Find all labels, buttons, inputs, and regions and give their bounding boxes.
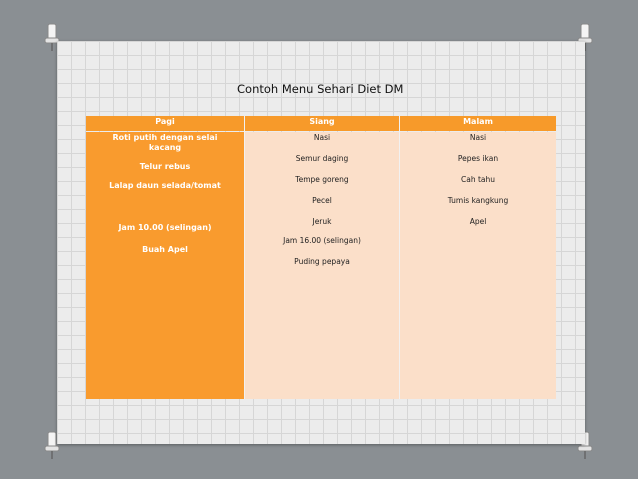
header-siang: Siang [309, 117, 335, 126]
siang-item: Jam 16.00 (selingan) [283, 236, 361, 245]
table-header-row [86, 116, 556, 131]
siang-item: Nasi [313, 133, 331, 142]
slide-title: Contoh Menu Sehari Diet DM [237, 82, 404, 96]
malam-item: Tumis kangkung [447, 196, 509, 205]
siang-item: Jeruk [312, 217, 332, 226]
column-malam [400, 132, 556, 399]
malam-item: Apel [469, 217, 487, 226]
pagi-item: Lalap daun selada/tomat [109, 181, 221, 190]
column-siang [245, 132, 399, 399]
siang-item: Pecel [312, 196, 332, 205]
pagi-item: Roti putih dengan selai [112, 133, 218, 142]
header-pagi: Pagi [155, 117, 175, 126]
malam-item: Pepes ikan [457, 154, 499, 163]
header-malam: Malam [463, 117, 493, 126]
menu-table [86, 116, 556, 399]
siang-item: Puding pepaya [294, 257, 350, 266]
slide [57, 41, 585, 444]
siang-item: Semur daging [295, 154, 349, 163]
column-divider [399, 116, 400, 399]
pagi-item: Telur rebus [139, 162, 191, 171]
malam-item: Nasi [469, 133, 487, 142]
column-divider [244, 116, 245, 399]
column-pagi [86, 132, 244, 399]
malam-item: Cah tahu [460, 175, 495, 184]
pagi-item: kacang [148, 143, 182, 152]
siang-item: Tempe goreng [295, 175, 349, 184]
pagi-item: Buah Apel [142, 245, 188, 254]
pagi-item: Jam 10.00 (selingan) [118, 223, 212, 232]
